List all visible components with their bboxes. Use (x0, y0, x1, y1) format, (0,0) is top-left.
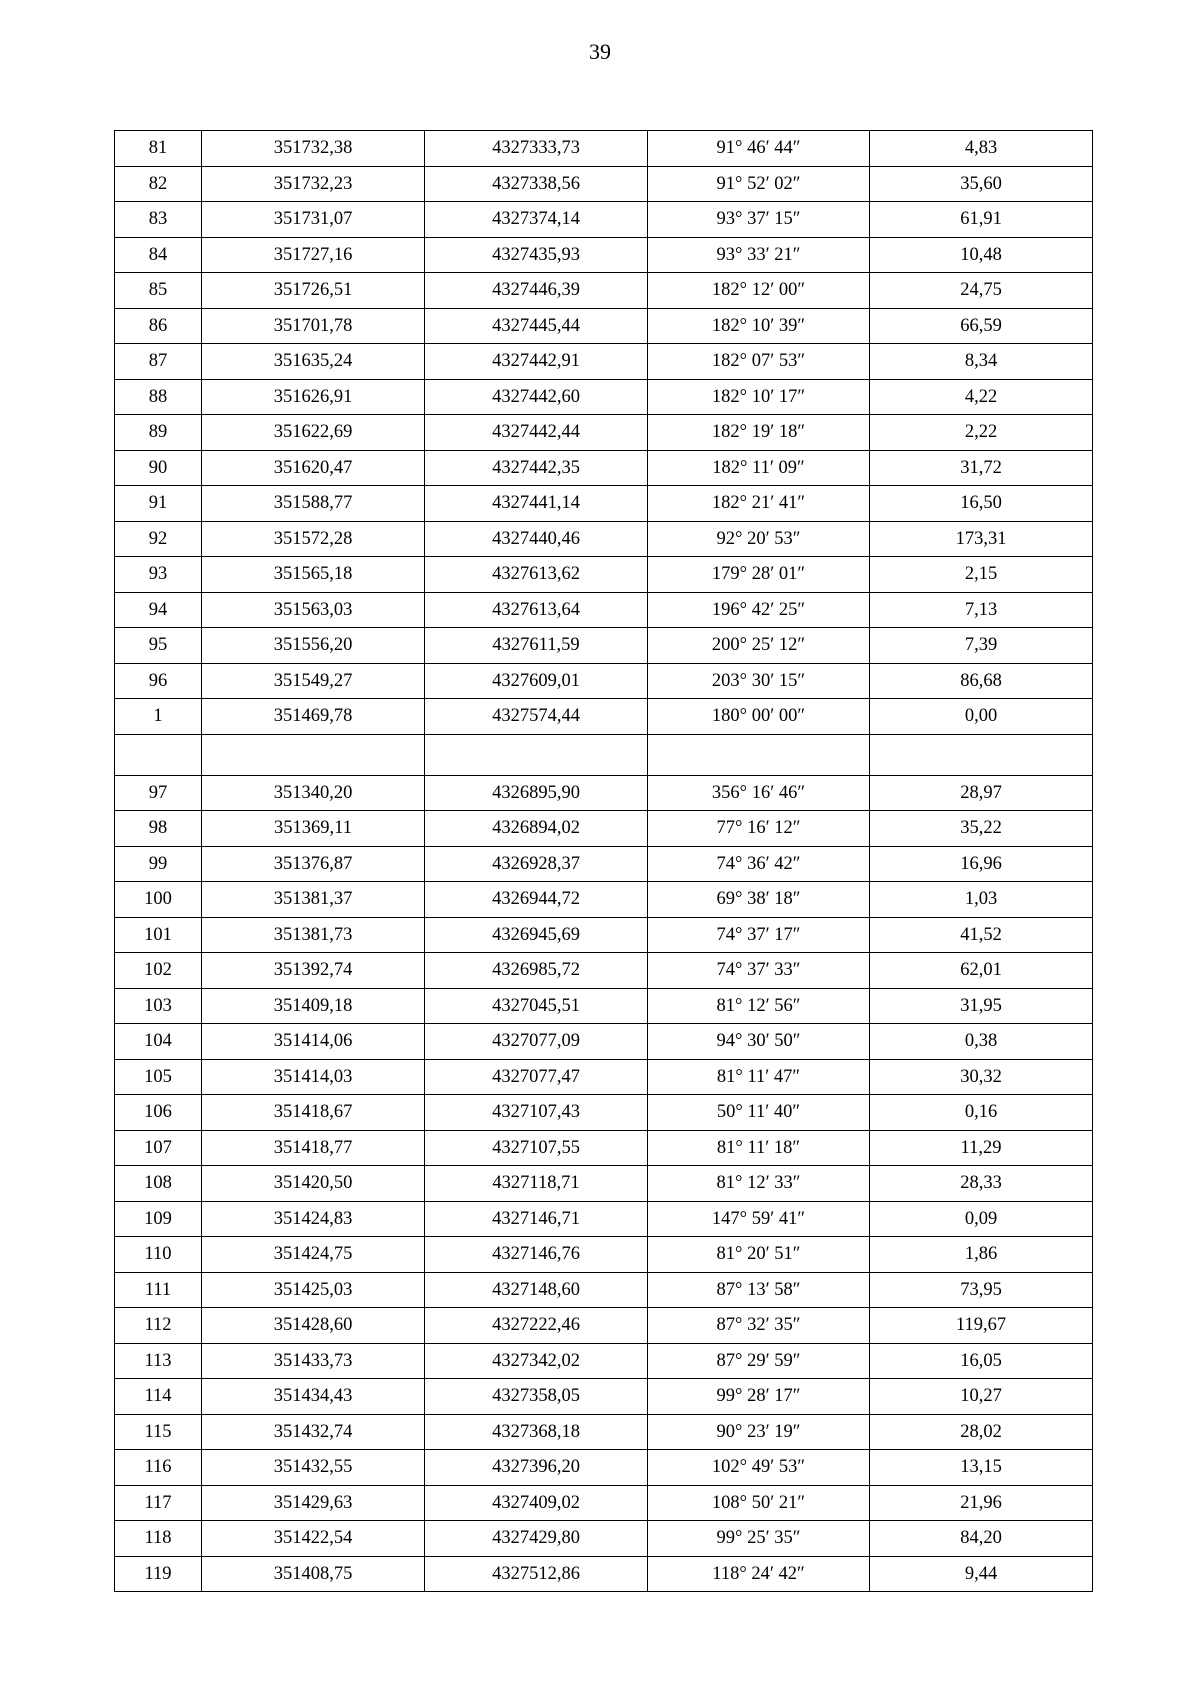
direction-angle-cell: 182° 12′ 00″ (648, 273, 870, 309)
page-number: 39 (589, 39, 611, 64)
point-number-cell: 111 (115, 1272, 202, 1308)
direction-angle-cell: 182° 19′ 18″ (648, 415, 870, 451)
point-number-cell: 88 (115, 379, 202, 415)
table-row (115, 882, 1093, 918)
table-row (115, 592, 1093, 628)
point-number-cell: 81 (115, 131, 202, 167)
distance-cell: 11,29 (870, 1130, 1093, 1166)
point-number-cell: 96 (115, 663, 202, 699)
y-coordinate-cell: 4327148,60 (425, 1272, 648, 1308)
distance-cell: 61,91 (870, 202, 1093, 238)
direction-angle-cell: 81° 20′ 51″ (648, 1237, 870, 1273)
distance-cell: 35,22 (870, 811, 1093, 847)
point-number-cell: 87 (115, 344, 202, 380)
direction-angle-cell: 50° 11′ 40″ (648, 1095, 870, 1131)
x-coordinate-cell: 351424,75 (202, 1237, 425, 1273)
distance-cell: 119,67 (870, 1308, 1093, 1344)
x-coordinate-cell: 351701,78 (202, 308, 425, 344)
table-row (115, 557, 1093, 593)
x-coordinate-cell: 351572,28 (202, 521, 425, 557)
direction-angle-cell: 180° 00′ 00″ (648, 699, 870, 735)
point-number-cell: 98 (115, 811, 202, 847)
distance-cell: 30,32 (870, 1059, 1093, 1095)
table-row (115, 953, 1093, 989)
y-coordinate-cell: 4327358,05 (425, 1379, 648, 1415)
direction-angle-cell: 108° 50′ 21″ (648, 1485, 870, 1521)
distance-cell: 16,50 (870, 486, 1093, 522)
table-row (115, 202, 1093, 238)
x-coordinate-cell: 351369,11 (202, 811, 425, 847)
direction-angle-cell: 91° 52′ 02″ (648, 166, 870, 202)
table-row (115, 1024, 1093, 1060)
distance-cell: 28,33 (870, 1166, 1093, 1202)
y-coordinate-cell: 4327442,91 (425, 344, 648, 380)
y-coordinate-cell: 4327442,44 (425, 415, 648, 451)
table-row (115, 699, 1093, 735)
distance-cell (870, 734, 1093, 775)
distance-cell: 24,75 (870, 273, 1093, 309)
y-coordinate-cell: 4327613,62 (425, 557, 648, 593)
table-row (115, 1272, 1093, 1308)
table-row (115, 1343, 1093, 1379)
table-row (115, 1237, 1093, 1273)
table-row (115, 988, 1093, 1024)
table-row (115, 521, 1093, 557)
y-coordinate-cell: 4327613,64 (425, 592, 648, 628)
table-row (115, 1308, 1093, 1344)
point-number-cell: 101 (115, 917, 202, 953)
direction-angle-cell: 147° 59′ 41″ (648, 1201, 870, 1237)
point-number-cell: 110 (115, 1237, 202, 1273)
x-coordinate-cell: 351424,83 (202, 1201, 425, 1237)
table-row (115, 917, 1093, 953)
table-row (115, 1130, 1093, 1166)
y-coordinate-cell: 4327107,43 (425, 1095, 648, 1131)
direction-angle-cell: 90° 23′ 19″ (648, 1414, 870, 1450)
x-coordinate-cell: 351392,74 (202, 953, 425, 989)
y-coordinate-cell: 4327611,59 (425, 628, 648, 664)
table-row (115, 379, 1093, 415)
point-number-cell: 105 (115, 1059, 202, 1095)
x-coordinate-cell: 351563,03 (202, 592, 425, 628)
table-row (115, 273, 1093, 309)
direction-angle-cell: 74° 37′ 33″ (648, 953, 870, 989)
y-coordinate-cell: 4327118,71 (425, 1166, 648, 1202)
table-row (115, 1414, 1093, 1450)
distance-cell: 0,00 (870, 699, 1093, 735)
x-coordinate-cell: 351434,43 (202, 1379, 425, 1415)
distance-cell: 0,16 (870, 1095, 1093, 1131)
y-coordinate-cell: 4327435,93 (425, 237, 648, 273)
y-coordinate-cell: 4326928,37 (425, 846, 648, 882)
y-coordinate-cell: 4327338,56 (425, 166, 648, 202)
distance-cell: 13,15 (870, 1450, 1093, 1486)
point-number-cell: 85 (115, 273, 202, 309)
table-row (115, 811, 1093, 847)
y-coordinate-cell: 4327368,18 (425, 1414, 648, 1450)
table-row (115, 1201, 1093, 1237)
distance-cell: 66,59 (870, 308, 1093, 344)
x-coordinate-cell: 351408,75 (202, 1556, 425, 1592)
direction-angle-cell: 182° 21′ 41″ (648, 486, 870, 522)
direction-angle-cell: 87° 13′ 58″ (648, 1272, 870, 1308)
distance-cell: 28,97 (870, 775, 1093, 811)
table-separator-row (115, 734, 1093, 775)
point-number-cell: 119 (115, 1556, 202, 1592)
direction-angle-cell: 182° 10′ 17″ (648, 379, 870, 415)
table-row (115, 1379, 1093, 1415)
distance-cell: 4,83 (870, 131, 1093, 167)
table-row (115, 486, 1093, 522)
table-row (115, 1095, 1093, 1131)
x-coordinate-cell: 351409,18 (202, 988, 425, 1024)
point-number-cell: 82 (115, 166, 202, 202)
y-coordinate-cell: 4327441,14 (425, 486, 648, 522)
y-coordinate-cell: 4326895,90 (425, 775, 648, 811)
table-row (115, 344, 1093, 380)
x-coordinate-cell: 351622,69 (202, 415, 425, 451)
point-number-cell: 94 (115, 592, 202, 628)
x-coordinate-cell (202, 734, 425, 775)
y-coordinate-cell: 4327107,55 (425, 1130, 648, 1166)
point-number-cell: 86 (115, 308, 202, 344)
x-coordinate-cell: 351469,78 (202, 699, 425, 735)
point-number-cell: 108 (115, 1166, 202, 1202)
distance-cell: 7,13 (870, 592, 1093, 628)
point-number-cell: 112 (115, 1308, 202, 1344)
direction-angle-cell: 200° 25′ 12″ (648, 628, 870, 664)
point-number-cell: 95 (115, 628, 202, 664)
x-coordinate-cell: 351428,60 (202, 1308, 425, 1344)
direction-angle-cell: 74° 36′ 42″ (648, 846, 870, 882)
y-coordinate-cell: 4327222,46 (425, 1308, 648, 1344)
x-coordinate-cell: 351732,38 (202, 131, 425, 167)
y-coordinate-cell: 4327045,51 (425, 988, 648, 1024)
x-coordinate-cell: 351418,77 (202, 1130, 425, 1166)
y-coordinate-cell: 4327446,39 (425, 273, 648, 309)
table-row (115, 846, 1093, 882)
direction-angle-cell: 203° 30′ 15″ (648, 663, 870, 699)
point-number-cell: 93 (115, 557, 202, 593)
x-coordinate-cell: 351726,51 (202, 273, 425, 309)
direction-angle-cell: 81° 11′ 47″ (648, 1059, 870, 1095)
x-coordinate-cell: 351620,47 (202, 450, 425, 486)
direction-angle-cell (648, 734, 870, 775)
y-coordinate-cell: 4326985,72 (425, 953, 648, 989)
point-number-cell: 106 (115, 1095, 202, 1131)
table-row (115, 450, 1093, 486)
distance-cell: 31,95 (870, 988, 1093, 1024)
direction-angle-cell: 93° 37′ 15″ (648, 202, 870, 238)
distance-cell: 10,48 (870, 237, 1093, 273)
point-number-cell: 109 (115, 1201, 202, 1237)
coordinates-table (114, 130, 1093, 1592)
x-coordinate-cell: 351433,73 (202, 1343, 425, 1379)
x-coordinate-cell: 351418,67 (202, 1095, 425, 1131)
y-coordinate-cell: 4326945,69 (425, 917, 648, 953)
table-row (115, 415, 1093, 451)
direction-angle-cell: 356° 16′ 46″ (648, 775, 870, 811)
y-coordinate-cell: 4327374,14 (425, 202, 648, 238)
y-coordinate-cell: 4327442,35 (425, 450, 648, 486)
table-row (115, 308, 1093, 344)
direction-angle-cell: 74° 37′ 17″ (648, 917, 870, 953)
table-row (115, 663, 1093, 699)
x-coordinate-cell: 351414,06 (202, 1024, 425, 1060)
x-coordinate-cell: 351414,03 (202, 1059, 425, 1095)
distance-cell: 35,60 (870, 166, 1093, 202)
table-row (115, 1166, 1093, 1202)
x-coordinate-cell: 351635,24 (202, 344, 425, 380)
distance-cell: 7,39 (870, 628, 1093, 664)
y-coordinate-cell: 4327077,09 (425, 1024, 648, 1060)
x-coordinate-cell: 351565,18 (202, 557, 425, 593)
y-coordinate-cell: 4327146,76 (425, 1237, 648, 1273)
direction-angle-cell: 182° 11′ 09″ (648, 450, 870, 486)
point-number-cell: 84 (115, 237, 202, 273)
direction-angle-cell: 196° 42′ 25″ (648, 592, 870, 628)
point-number-cell: 1 (115, 699, 202, 735)
point-number-cell: 116 (115, 1450, 202, 1486)
x-coordinate-cell: 351731,07 (202, 202, 425, 238)
table-row (115, 166, 1093, 202)
point-number-cell: 91 (115, 486, 202, 522)
coordinates-table-body (115, 131, 1093, 1592)
x-coordinate-cell: 351340,20 (202, 775, 425, 811)
x-coordinate-cell: 351425,03 (202, 1272, 425, 1308)
x-coordinate-cell: 351432,74 (202, 1414, 425, 1450)
table-row (115, 775, 1093, 811)
x-coordinate-cell: 351381,73 (202, 917, 425, 953)
x-coordinate-cell: 351732,23 (202, 166, 425, 202)
distance-cell: 28,02 (870, 1414, 1093, 1450)
point-number-cell: 118 (115, 1521, 202, 1557)
direction-angle-cell: 87° 32′ 35″ (648, 1308, 870, 1344)
direction-angle-cell: 182° 07′ 53″ (648, 344, 870, 380)
point-number-cell: 115 (115, 1414, 202, 1450)
distance-cell: 173,31 (870, 521, 1093, 557)
x-coordinate-cell: 351727,16 (202, 237, 425, 273)
y-coordinate-cell: 4327440,46 (425, 521, 648, 557)
x-coordinate-cell: 351376,87 (202, 846, 425, 882)
point-number-cell (115, 734, 202, 775)
point-number-cell: 99 (115, 846, 202, 882)
direction-angle-cell: 69° 38′ 18″ (648, 882, 870, 918)
direction-angle-cell: 93° 33′ 21″ (648, 237, 870, 273)
x-coordinate-cell: 351549,27 (202, 663, 425, 699)
point-number-cell: 97 (115, 775, 202, 811)
direction-angle-cell: 118° 24′ 42″ (648, 1556, 870, 1592)
point-number-cell: 113 (115, 1343, 202, 1379)
table-row (115, 1521, 1093, 1557)
y-coordinate-cell: 4327077,47 (425, 1059, 648, 1095)
y-coordinate-cell: 4327396,20 (425, 1450, 648, 1486)
distance-cell: 73,95 (870, 1272, 1093, 1308)
point-number-cell: 90 (115, 450, 202, 486)
direction-angle-cell: 87° 29′ 59″ (648, 1343, 870, 1379)
distance-cell: 0,38 (870, 1024, 1093, 1060)
distance-cell: 2,15 (870, 557, 1093, 593)
direction-angle-cell: 91° 46′ 44″ (648, 131, 870, 167)
y-coordinate-cell: 4327146,71 (425, 1201, 648, 1237)
distance-cell: 16,05 (870, 1343, 1093, 1379)
x-coordinate-cell: 351381,37 (202, 882, 425, 918)
table-row (115, 237, 1093, 273)
y-coordinate-cell (425, 734, 648, 775)
x-coordinate-cell: 351429,63 (202, 1485, 425, 1521)
table-row (115, 131, 1093, 167)
direction-angle-cell: 81° 12′ 56″ (648, 988, 870, 1024)
distance-cell: 2,22 (870, 415, 1093, 451)
y-coordinate-cell: 4327429,80 (425, 1521, 648, 1557)
direction-angle-cell: 92° 20′ 53″ (648, 521, 870, 557)
distance-cell: 1,03 (870, 882, 1093, 918)
point-number-cell: 100 (115, 882, 202, 918)
distance-cell: 1,86 (870, 1237, 1093, 1273)
y-coordinate-cell: 4327442,60 (425, 379, 648, 415)
table-row (115, 1556, 1093, 1592)
x-coordinate-cell: 351588,77 (202, 486, 425, 522)
y-coordinate-cell: 4327574,44 (425, 699, 648, 735)
table-row (115, 1485, 1093, 1521)
table-row (115, 1059, 1093, 1095)
x-coordinate-cell: 351420,50 (202, 1166, 425, 1202)
point-number-cell: 104 (115, 1024, 202, 1060)
direction-angle-cell: 99° 25′ 35″ (648, 1521, 870, 1557)
distance-cell: 10,27 (870, 1379, 1093, 1415)
distance-cell: 9,44 (870, 1556, 1093, 1592)
point-number-cell: 102 (115, 953, 202, 989)
y-coordinate-cell: 4327333,73 (425, 131, 648, 167)
y-coordinate-cell: 4327342,02 (425, 1343, 648, 1379)
point-number-cell: 83 (115, 202, 202, 238)
y-coordinate-cell: 4326944,72 (425, 882, 648, 918)
x-coordinate-cell: 351432,55 (202, 1450, 425, 1486)
direction-angle-cell: 94° 30′ 50″ (648, 1024, 870, 1060)
table-row (115, 628, 1093, 664)
distance-cell: 21,96 (870, 1485, 1093, 1521)
y-coordinate-cell: 4327409,02 (425, 1485, 648, 1521)
direction-angle-cell: 81° 11′ 18″ (648, 1130, 870, 1166)
table-row (115, 1450, 1093, 1486)
distance-cell: 31,72 (870, 450, 1093, 486)
direction-angle-cell: 102° 49′ 53″ (648, 1450, 870, 1486)
distance-cell: 8,34 (870, 344, 1093, 380)
y-coordinate-cell: 4327609,01 (425, 663, 648, 699)
x-coordinate-cell: 351556,20 (202, 628, 425, 664)
point-number-cell: 114 (115, 1379, 202, 1415)
direction-angle-cell: 99° 28′ 17″ (648, 1379, 870, 1415)
distance-cell: 0,09 (870, 1201, 1093, 1237)
direction-angle-cell: 81° 12′ 33″ (648, 1166, 870, 1202)
y-coordinate-cell: 4327512,86 (425, 1556, 648, 1592)
direction-angle-cell: 182° 10′ 39″ (648, 308, 870, 344)
distance-cell: 62,01 (870, 953, 1093, 989)
point-number-cell: 92 (115, 521, 202, 557)
y-coordinate-cell: 4327445,44 (425, 308, 648, 344)
distance-cell: 84,20 (870, 1521, 1093, 1557)
point-number-cell: 117 (115, 1485, 202, 1521)
y-coordinate-cell: 4326894,02 (425, 811, 648, 847)
x-coordinate-cell: 351626,91 (202, 379, 425, 415)
x-coordinate-cell: 351422,54 (202, 1521, 425, 1557)
direction-angle-cell: 179° 28′ 01″ (648, 557, 870, 593)
distance-cell: 4,22 (870, 379, 1093, 415)
point-number-cell: 107 (115, 1130, 202, 1166)
distance-cell: 41,52 (870, 917, 1093, 953)
distance-cell: 86,68 (870, 663, 1093, 699)
direction-angle-cell: 77° 16′ 12″ (648, 811, 870, 847)
point-number-cell: 103 (115, 988, 202, 1024)
distance-cell: 16,96 (870, 846, 1093, 882)
point-number-cell: 89 (115, 415, 202, 451)
